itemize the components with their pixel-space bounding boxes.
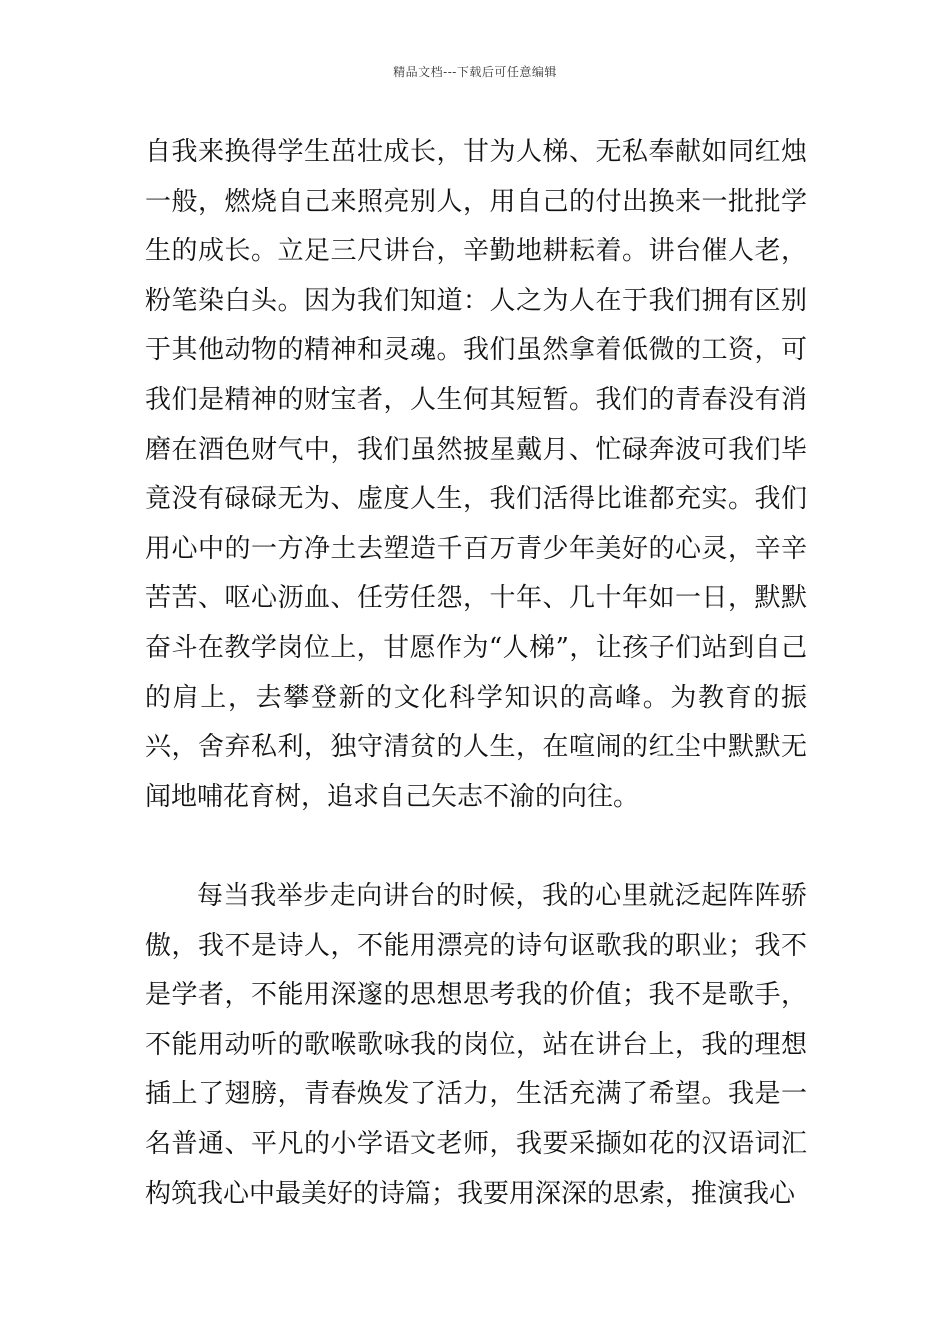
body-paragraph-1: 自我来换得学生茁壮成长，甘为人梯、无私奉献如同红烛一般，燃烧自己来照亮别人，用自己的付出换来一批批学生的成长。立足三尺讲台，辛勤地耕耘着。讲台催人老，粉笔染白头。因为我们知道：人之为人在于我们拥有区别于其他动物的精神和灵魂。我们虽然拿着低微的工资，可我们是精神的财宝者，人生何其短暂。我们的青春没有消磨在酒色财气中，我们虽然披星戴月、忙碌奔波可我们毕竟没有碌碌无为、虚度人生，我们活得比谁都充实。我们用心中的一方净土去塑造千百万青少年美好的心灵，辛辛苦苦、呕心沥血、任劳任怨，十年、几十年如一日，默默奋斗在教学岗位上，甘愿作为“人梯”，让孩子们站到自己的肩上，去攀登新的文化科学知识的高峰。为教育的振兴，舍弃私利，独守清贫的人生，在喧闹的红尘中默默无闻地哺花育树，追求自己矢志不渝的向往。	[145, 137, 807, 812]
page-header: 精品文档---下载后可任意编辑	[393, 65, 557, 79]
body-paragraph-2: 每当我举步走向讲台的时候，我的心里就泛起阵阵骄傲，我不是诗人，不能用漂亮的诗句讴歌我的职业；我不是学者，不能用深邃的思想思考我的价值；我不是歌手，不能用动听的歌喉歌咏我的岗位，站在讲台上，我的理想插上了翅膀，青春焕发了活力，生活充满了希望。我是一名普通、平凡的小学语文老师，我要采撷如花的汉语词汇构筑我心中最美好的诗篇；我要用深深的思索，推演我心	[145, 881, 807, 1209]
